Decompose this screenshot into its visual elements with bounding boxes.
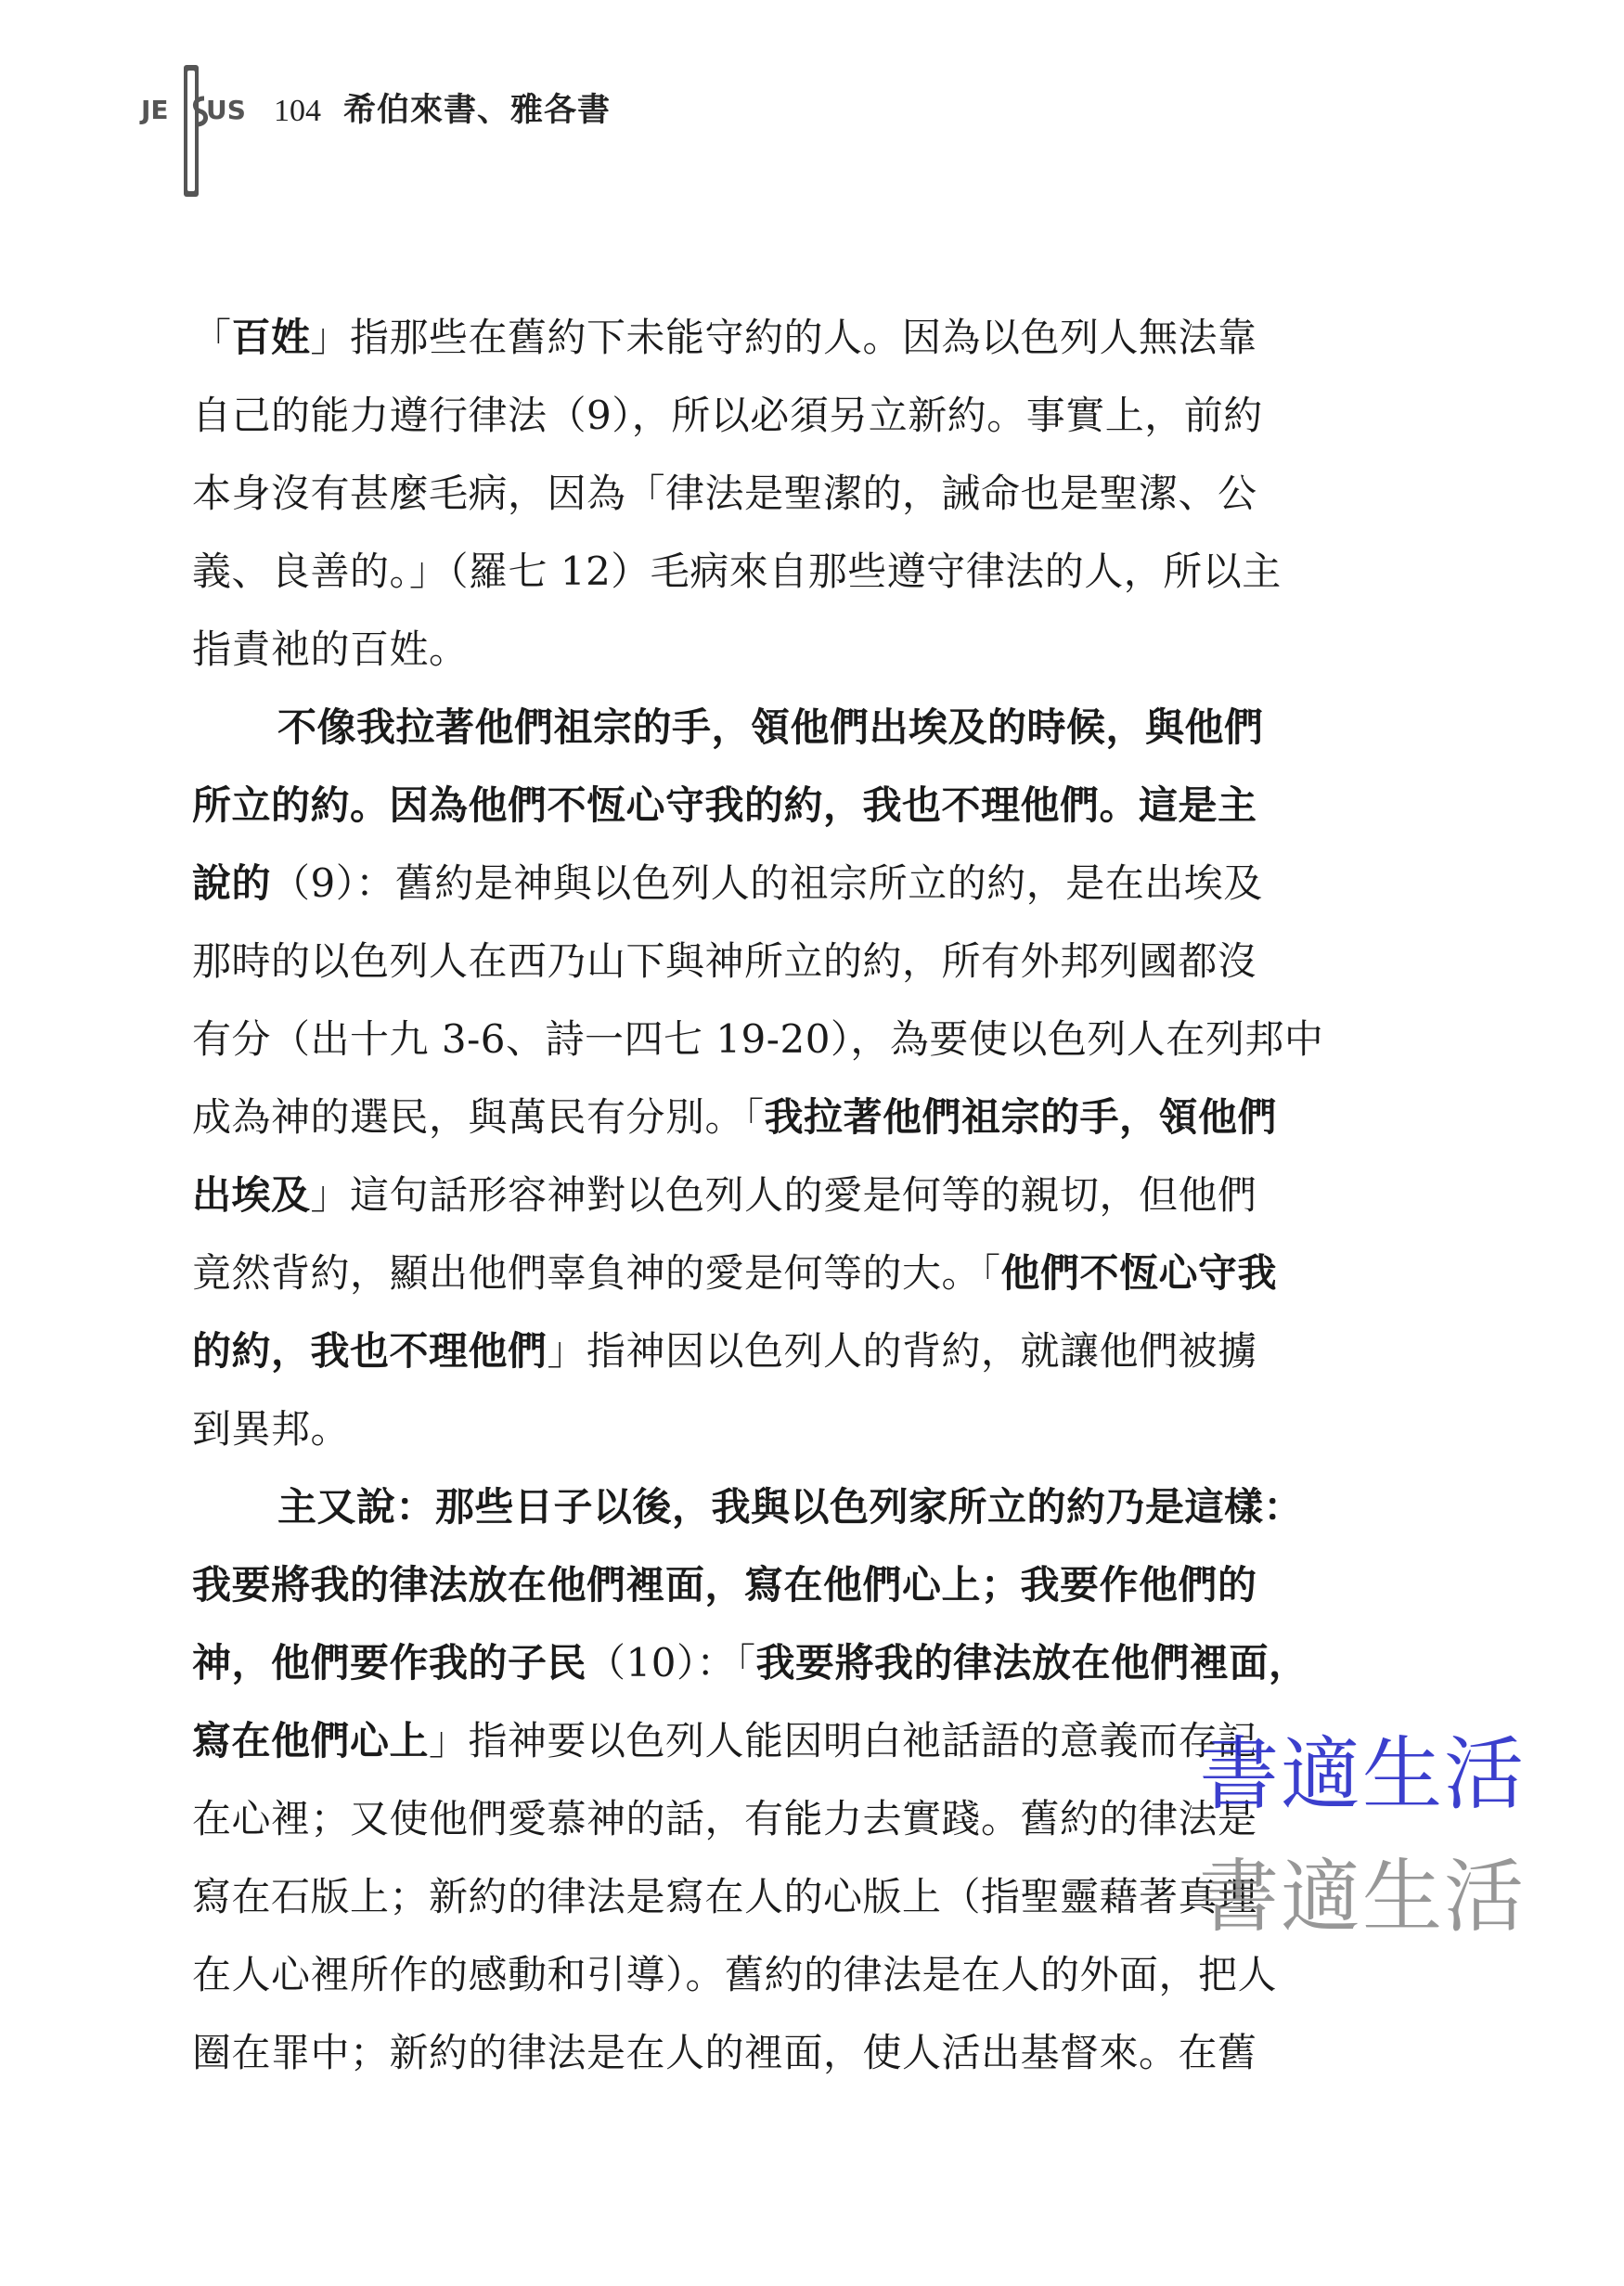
bold-text-segment: 他們不恆心守我 [1000,1250,1278,1296]
text-line [192,1234,1375,1312]
text-segment: 到異邦。 [192,1406,351,1452]
text-segment: （9）：舊約是神與以色列人的祖宗所立的約，是在出埃及 [271,860,1263,906]
text-segment: 那時的以色列人在西乃山下與神所立的約，所有外邦列國都沒 [192,938,1257,984]
bold-text-segment: 出埃及 [192,1172,311,1218]
running-head [139,65,974,204]
text-line [192,1312,1375,1390]
svg-text:US: US [206,95,246,125]
text-segment: 自己的能力遵行律法（9），所以必須另立新約。事實上，前約 [192,393,1263,438]
watermark-gray: 書適生活 [1199,1851,1526,1944]
jesus-cross-logo-icon [139,65,255,204]
bold-text-segment: 的約，我也不理他們 [192,1328,548,1374]
text-line [192,1780,1375,1858]
text-segment: 有分（出十九 3-6、詩一四七 19-20），為要使以色列人在列邦中 [192,1016,1324,1062]
text-segment: 竟然背約，顯出他們辜負神的愛是何等的大。「 [192,1250,1001,1296]
bold-text-segment: 神，他們要作我的子民 [192,1640,587,1685]
text-segment: 義、良善的。」（羅七 12）毛病來自那些遵守律法的人，所以主 [192,549,1282,594]
bold-text-segment: 寫在他們心上 [192,1718,430,1763]
bold-text-segment: 百姓 [231,315,311,360]
text-line [192,1001,1375,1078]
bold-text-segment: 我要將我的律法放在他們裡面，寫在他們心上；我要作他們的 [192,1562,1257,1608]
text-line [192,1624,1375,1702]
text-line [192,377,1375,455]
text-segment: 」指那些在舊約下未能守約的人。因為以色列人無法靠 [310,315,1257,360]
text-segment: 」指神要以色列人能因明白祂話語的意義而存記 [429,1718,1257,1763]
bold-text-segment: 不像我拉著他們祖宗的手，領他們出埃及的時候，與他們 [277,704,1264,750]
text-segment: 」指神因以色列人的背約，就讓他們被擄 [547,1328,1257,1374]
page-number: 104 [274,94,321,128]
body-text [192,299,1375,2092]
text-line [192,1936,1375,2014]
text-segment: 在心裡；又使他們愛慕神的話，有能力去實踐。舊約的律法是 [192,1796,1257,1841]
text-segment: 寫在石版上；新約的律法是寫在人的心版上（指聖靈藉著真理 [192,1874,1257,1919]
text-line [192,1078,1375,1156]
text-segment: 在人心裡所作的感動和引導）。舊約的律法是在人的外面，把人 [192,1952,1278,1997]
text-line [192,533,1375,611]
text-segment: 成為神的選民，與萬民有分別。「 [192,1094,765,1140]
bold-text-segment: 說的 [192,860,272,906]
text-line [192,845,1375,923]
text-line [192,299,1375,377]
text-line [192,1546,1375,1624]
text-segment: 「 [192,315,232,360]
text-line [192,455,1375,533]
bold-text-segment: 我拉著他們祖宗的手，領他們 [764,1094,1278,1140]
svg-text:JE: JE [141,95,169,125]
text-line [192,689,1375,767]
text-line [192,1156,1375,1234]
text-line [192,1468,1375,1546]
watermark-blue: 書適生活 [1199,1728,1526,1821]
text-line [192,767,1375,845]
text-line [192,923,1375,1001]
bold-text-segment: 所立的約。因為他們不恆心守我的約，我也不理他們。這是主 [192,782,1257,828]
text-line [192,611,1375,689]
text-segment: 指責祂的百姓。 [192,626,469,672]
text-segment: 本身沒有甚麼毛病，因為「律法是聖潔的，誡命也是聖潔、公 [192,471,1257,516]
text-segment: 圈在罪中；新約的律法是在人的裡面，使人活出基督來。在舊 [192,2030,1257,2075]
text-segment: （10）：「 [586,1640,756,1685]
text-line [192,2014,1375,2092]
bold-text-segment: 我要將我的律法放在他們裡面， [755,1640,1308,1685]
text-segment: 」這句話形容神對以色列人的愛是何等的親切，但他們 [310,1172,1257,1218]
text-line [192,1390,1375,1468]
bold-text-segment: 主又說：那些日子以後，我與以色列家所立的約乃是這樣： [277,1484,1304,1530]
book-title: 希伯來書、雅各書 [343,91,612,129]
text-line [192,1858,1375,1936]
text-line [192,1702,1375,1780]
